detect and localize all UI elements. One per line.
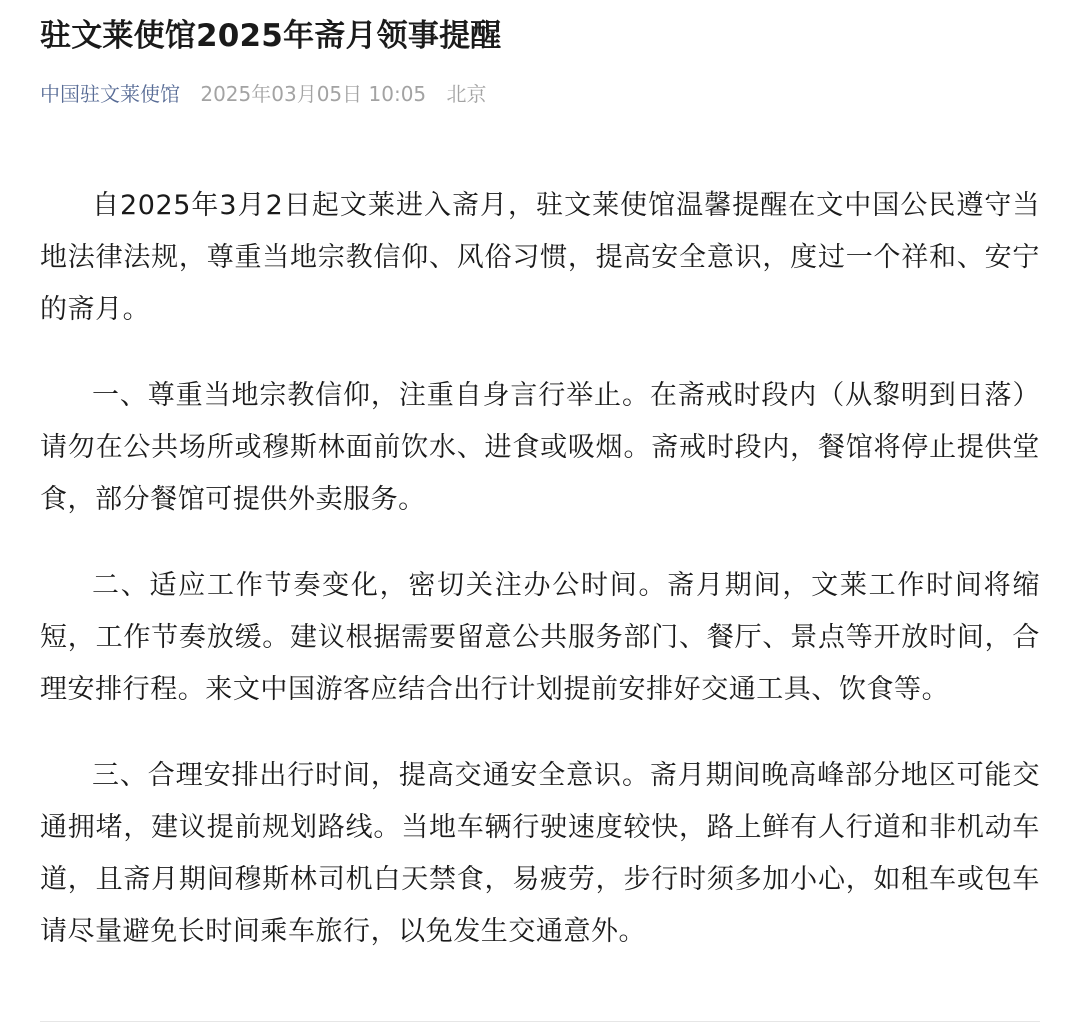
paragraph-work-hours: 二、适应工作节奏变化，密切关注办公时间。斋月期间，文莱工作时间将缩短，工作节奏放缓。建议根据需要留意公共服务部门、餐厅、景点等开放时间，合理安排行程。来文中国游客应结合出行计划提前安排好交通工具、饮食等。 <box>40 570 1040 705</box>
paragraph-intro: 自2025年3月2日起文莱进入斋月，驻文莱使馆温馨提醒在文中国公民遵守当地法律法规，尊重当地宗教信仰、风俗习惯，提高安全意识，度过一个祥和、安宁的斋月。 <box>40 190 1040 325</box>
article-meta <box>40 77 487 111</box>
publish-date: 2025年03月05日 10:05 <box>200 82 427 106</box>
article-body <box>40 180 1040 992</box>
paragraph-traffic: 三、合理安排出行时间，提高交通安全意识。斋月期间晚高峰部分地区可能交通拥堵，建议提前规划路线。当地车辆行驶速度较快，路上鲜有人行道和非机动车道，且斋月期间穆斯林司机白天禁食，易疲劳，步行时须多加小心，如租车或包车请尽量避免长时间乘车旅行，以免发生交通意外。 <box>40 760 1040 947</box>
source-account-link[interactable]: 中国驻文莱使馆 <box>40 82 180 106</box>
publish-location: 北京 <box>446 82 487 106</box>
paragraph-religion: 一、尊重当地宗教信仰，注重自身言行举止。在斋戒时段内（从黎明到日落）请勿在公共场所或穆斯林面前饮水、进食或吸烟。斋戒时段内，餐馆将停止提供堂食，部分餐馆可提供外卖服务。 <box>40 380 1040 515</box>
article-title: 驻文莱使馆2025年斋月领事提醒 <box>40 18 502 54</box>
divider <box>40 1021 1040 1022</box>
